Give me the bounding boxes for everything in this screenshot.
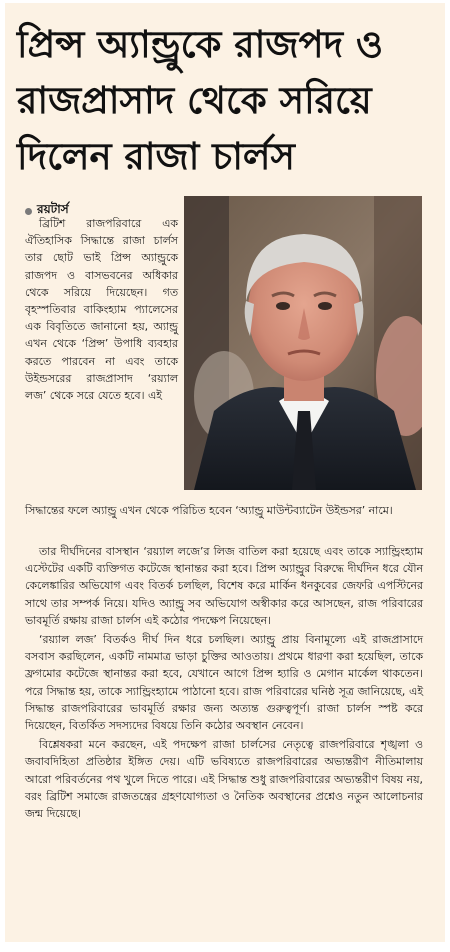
- headline-line-2: রাজপ্রাসাদ থেকে সরিয়ে: [17, 79, 372, 122]
- portrait-photo: [184, 196, 422, 490]
- portrait-illustration: [184, 196, 422, 490]
- newspaper-clipping: [5, 3, 445, 942]
- headline: [17, 17, 437, 185]
- paragraph-1: ব্রিটিশ রাজপরিবারে এক ঐতিহাসিক সিদ্ধান্তে রাজা চার্লস তার ছোট ভাই প্রিন্স অ্যান্ড্রুকে রাজপদ ও বাসভবনের অধিকার থেকে সরিয়ে দিয়েছেন। গত বৃহস্পতিবার বাকিংহ্যাম প্যালেসের এক বিবৃতিতে জানানো হয়, অ্যান্ড্রু এখন থেকে ‘প্রিন্স’ উপাধি ব্যবহার করতে পারবেন না এবং তাকে উইন্ডসরের রাজপ্রাসাদ ‘রয়্যাল লজ’ থেকে সরে যেতে হবে। এই: [25, 217, 178, 403]
- headline-line-1: প্রিন্স অ্যান্ড্রুকে রাজপদ ও: [17, 23, 384, 66]
- paragraph-1-continued-block: [25, 502, 423, 519]
- byline-source: রয়টার্স: [37, 202, 69, 216]
- bullet-icon: [25, 208, 32, 215]
- paragraph-1-continued: সিদ্ধান্তের ফলে অ্যান্ড্রু এখন থেকে পরিচিত হবেন ‘অ্যান্ড্রু মাউন্টব্যাটেন উইন্ডসর’ নামে।: [25, 504, 393, 517]
- paragraph-4: বিশ্লেষকরা মনে করছেন, এই পদক্ষেপ রাজা চার্লসের নেতৃত্বে রাজপরিবারে শৃঙ্খলা ও জবাবদিহিতা প্রতিষ্ঠার ইঙ্গিত দেয়। এটি ভবিষ্যতে রাজপরিবারের অভ্যন্তরীণ নীতিমালায় আরো পরিবর্তনের পথ খুলে দিতে পারে। এই সিদ্ধান্ত শুধু রাজপরিবারের অভ্যন্তরীণ বিষয় নয়, বরং ব্রিটিশ সমাজে রাজতন্ত্রের গ্রহণযোগ্যতা ও নৈতিক অবস্থানের প্রশ্নেও নতুন আলোচনার জন্ম দিয়েছে।: [25, 738, 423, 821]
- paragraph-3: ‘রয়্যাল লজ’ বিতর্কও দীর্ঘ দিন ধরে চলছিল। অ্যান্ড্রু প্রায় বিনামূল্যে এই রাজপ্রাসাদে বসবাস করছিলেন, একটি নামমাত্র ভাড়া চুক্তির আওতায়। প্রথমে ধারণা করা হয়েছিল, তাকে ফ্রগমোর কটেজে স্থানান্তর করা হবে, যেখানে আগে প্রিন্স হ্যারি ও মেগান মার্কেল থাকতেন। পরে সিদ্ধান্ত হয়, তাকে স্যান্ড্রিংহ্যামে পাঠানো হবে। রাজ পরিবারের ঘনিষ্ঠ সূত্র জানিয়েছে, এই সিদ্ধান্ত রাজপরিবারের ভাবমূর্তি রক্ষার জন্য অত্যন্ত গুরুত্বপূর্ণ। রাজা চার্লস স্পষ্ট করে দিয়েছেন, বিতর্কিত সদস্যদের বিষয়ে তিনি কঠোর অবস্থান নেবেন।: [25, 633, 423, 733]
- headline-line-3: দিলেন রাজা চার্লস: [17, 135, 295, 178]
- article-body: [25, 543, 423, 824]
- paragraph-1-column: [25, 215, 178, 404]
- paragraph-2: তার দীর্ঘদিনের বাসস্থান ‘রয়্যাল লজে’র লিজ বাতিল করা হয়েছে এবং তাকে স্যান্ড্রিংহ্যাম এস্টেটের একটি ব্যক্তিগত কটেজে স্থানান্তর করা হবে। প্রিন্স অ্যান্ড্রুর বিরুদ্ধে দীর্ঘদিন ধরে যৌন কেলেঙ্কারির অভিযোগ এবং বিতর্ক চলছিল, বিশেষ করে মার্কিন ধনকুবের জেফরি এপস্টিনের সাথে তার সম্পর্ক নিয়ে। যদিও অ্যান্ড্রু সব অভিযোগ অস্বীকার করে আসছেন, রাজ পরিবারের ভাবমূর্তি রক্ষায় রাজা চার্লস এই কঠোর পদক্ষেপ নিয়েছেন।: [25, 545, 423, 627]
